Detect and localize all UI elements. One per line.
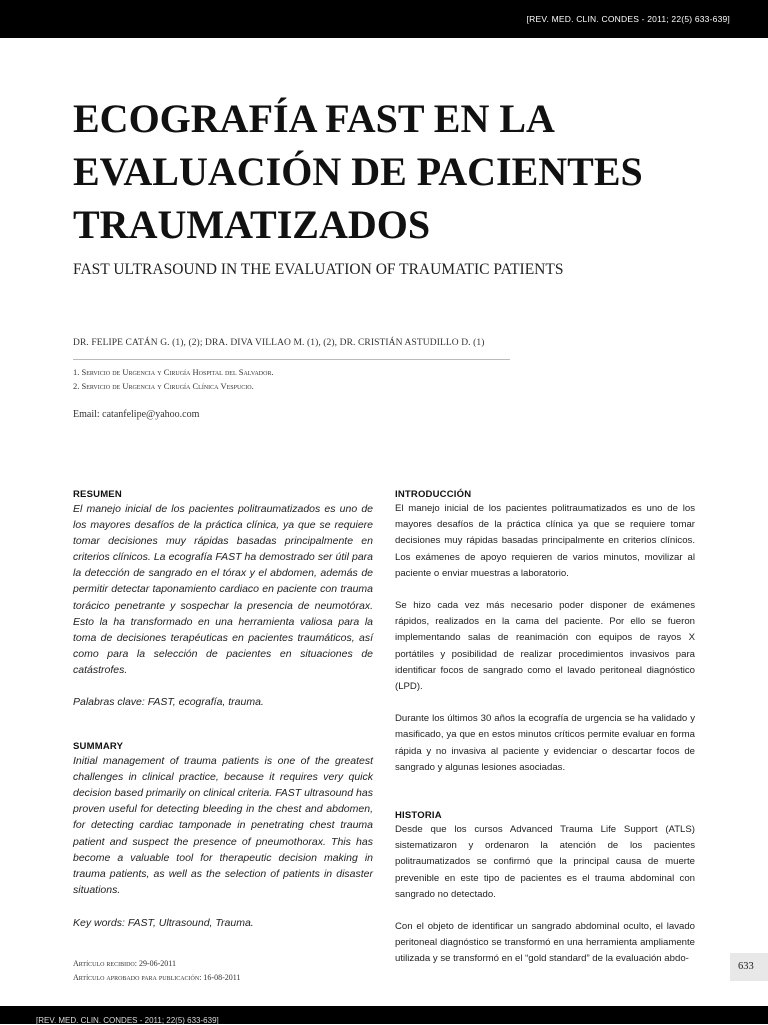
resumen-text: El manejo inicial de los pacientes politraumatizados es uno de los mayores desafíos de la práctica clínica, ya que se requiere tomar decisiones muy rápidas basadas principalmente en criterios clínicos. La ecografía FAST ha demostrado ser útil para la detección de sangrado en el tórax y el abdomen, además de permitir detectar taponamiento cardiaco en paciente con trauma torácico penetrante y sospechar la presencia de neumotórax. Esto la ha transformado en una herramienta valiosa para la toma de decisiones terapéuticas en pacientes traumáticos, así como para la selección de pacientes en situaciones de catástrofes. <box>73 503 373 676</box>
article-dates <box>73 957 240 985</box>
title-line-3: TRAUMATIZADOS <box>73 202 431 247</box>
authors-divider <box>73 359 510 360</box>
resumen-keywords: Palabras clave: FAST, ecografía, trauma. <box>73 696 264 709</box>
resumen-heading: RESUMEN <box>73 489 122 500</box>
footer-citation: [REV. MED. CLIN. CONDES - 2011; 22(5) 633-639] <box>36 1016 219 1025</box>
authors-line: DR. FELIPE CATÁN G. (1), (2); DRA. DIVA VILLAO M. (1), (2), DR. CRISTIÁN ASTUDILLO D. (1) <box>73 338 485 348</box>
introduccion-heading: INTRODUCCIÓN <box>395 489 472 500</box>
historia-heading: HISTORIA <box>395 810 442 822</box>
body-column <box>395 489 695 968</box>
abstract-column <box>73 489 373 931</box>
article-subtitle: FAST ULTRASOUND IN THE EVALUATION OF TRAUMATIC PATIENTS <box>73 261 564 278</box>
title-line-2: EVALUACIÓN DE PACIENTES <box>73 149 643 194</box>
date-approved: Artículo aprobado para publicación: 16-08-2011 <box>73 973 241 982</box>
header-citation: [REV. MED. CLIN. CONDES - 2011; 22(5) 633-639] <box>526 14 730 24</box>
affiliation-2: 2. Servicio de Urgencia y Cirugía Clínica Vespucio. <box>73 381 254 391</box>
date-received: Artículo recibido: 29-06-2011 <box>73 959 177 968</box>
page-number-box <box>730 953 768 981</box>
summary-text: Initial management of trauma patients is one of the greatest challenges in clinical practice, because it requires very quick decision based primarily on clinical criteria. FAST ultrasound has proven useful for detecting bleeding in the chest and abdomen, for detecting cardiac tamponade in penetrating chest trauma patient and suspect the presence of pneumothorax. This has become a valuable tool for therapeutic decision making in trauma patients, as well as the selection of patients in disaster situations. <box>73 755 373 896</box>
historia-paragraph-2: Con el objeto de identificar un sangrado abdominal oculto, el lavado peritoneal diagnóstico se transformó en una herramienta ampliamente utilizada y se transformó en el “gold standard” de la evaluación abdo- <box>395 921 695 965</box>
title-line-1: ECOGRAFÍA FAST EN LA <box>73 96 555 141</box>
contact-email: Email: catanfelipe@yahoo.com <box>73 409 200 420</box>
introduccion-paragraph-1: El manejo inicial de los pacientes politraumatizados es uno de los mayores desafíos de la práctica clínica ya que se requiere tomar decisiones muy rápidas basadas principalmente en criterios clínicos. Los exámenes de apoyo requieren de varios minutos, movilizar al paciente o enviar muestras a laboratorio. <box>395 503 695 579</box>
summary-keywords: Key words: FAST, Ultrasound, Trauma. <box>73 916 254 929</box>
historia-paragraph-1: Desde que los cursos Advanced Trauma Life Support (ATLS) sistematizaron y ordenaron la atención de los pacientes politraumatizados se confirmó que la principal causa de muerte prevenible en este tipo de pacientes es el trauma abdominal con sangrado no detectado. <box>395 824 695 900</box>
introduccion-paragraph-2: Se hizo cada vez más necesario poder disponer de exámenes rápidos, realizados en la cama del paciente. Por ello se fueron implementando salas de reanimación con equipos de rayos X portátiles y posibilidad de realizar procedimientos invasivos para identificar focos de sangrado como el lavado peritoneal diagnóstico (LPD). <box>395 600 695 693</box>
summary-heading: SUMMARY <box>73 741 124 753</box>
article-title <box>73 92 713 251</box>
affiliation-1: 1. Servicio de Urgencia y Cirugía Hospital del Salvador. <box>73 367 274 377</box>
page-number: 633 <box>738 961 754 972</box>
footer-bar <box>0 1006 768 1024</box>
introduccion-paragraph-3: Durante los últimos 30 años la ecografía de urgencia se ha validado y masificado, ya que en estos minutos críticos permite evaluar en forma rápida y no invasiva al paciente y evidenciar o descartar focos de sangrado y algunas lesiones asociadas. <box>395 713 695 773</box>
header-bar <box>0 0 768 38</box>
